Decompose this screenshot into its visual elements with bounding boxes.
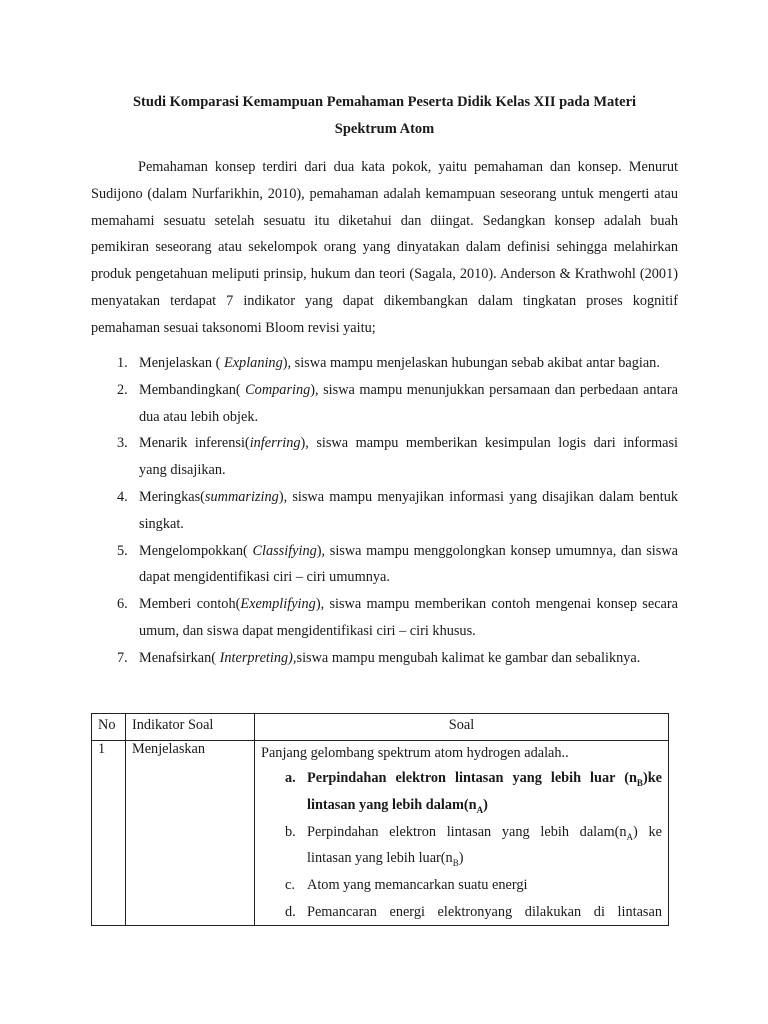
indicator-name: Menjelaskan ( xyxy=(139,355,224,371)
option-text: )ke lintasan yang lebih dalam(n xyxy=(307,770,662,813)
answer-options xyxy=(261,765,662,925)
indicator-term: Comparing xyxy=(245,381,311,398)
option-label: d. xyxy=(285,903,296,920)
indicator-item xyxy=(91,377,678,431)
item-number: 3. xyxy=(117,435,128,452)
indicator-term: Interpreting), xyxy=(219,649,297,666)
indicator-item xyxy=(91,430,678,484)
subscript: B xyxy=(636,777,643,788)
option-label: c. xyxy=(285,877,295,894)
indicator-name: Meringkas( xyxy=(139,488,205,505)
column-header-soal: Soal xyxy=(255,714,669,741)
indicator-description: ), siswa mampu menggolongkan konsep umumnya, dan siswa dapat mengidentifikasi ciri – ciri umumnya. xyxy=(139,542,678,586)
indicator-name: Memberi contoh( xyxy=(139,596,241,613)
column-header-indikator: Indikator Soal xyxy=(126,714,255,741)
indicator-name: Menafsirkan( xyxy=(139,649,220,666)
indicator-list xyxy=(91,350,678,672)
indicator-item xyxy=(91,350,678,377)
option-label: b. xyxy=(285,823,296,840)
indicator-term: Exemplifying xyxy=(240,596,316,613)
table-header-row xyxy=(92,714,669,741)
item-number: 1. xyxy=(117,355,128,371)
indicator-description: ), siswa mampu memberikan contoh mengenai konsep secara umum, dan siswa dapat mengidentifikasi ciri – ciri khusus. xyxy=(139,596,678,639)
option-text: ) xyxy=(483,796,488,813)
indicator-name: Menarik inferensi( xyxy=(139,435,250,452)
indicator-description: ), siswa mampu memberikan kesimpulan logis dari informasi yang disajikan. xyxy=(139,435,678,479)
option-text: Pemancaran energi elektronyang dilakukan di lintasan xyxy=(307,903,662,920)
item-number: 5. xyxy=(117,542,128,559)
row-number: 1 xyxy=(92,741,126,926)
item-number: 7. xyxy=(117,649,128,666)
row-soal xyxy=(255,741,669,926)
option-text: ) ke lintasan yang lebih luar(n xyxy=(307,823,662,867)
row-indikator: Menjelaskan xyxy=(126,741,255,926)
item-number: 6. xyxy=(117,596,128,613)
indicator-name: Membandingkan( xyxy=(139,381,246,398)
indicator-description: ), siswa mampu menunjukkan persamaan dan perbedaan antara dua atau lebih objek. xyxy=(139,381,678,425)
indicator-term: inferring xyxy=(249,435,301,452)
option-text: Atom yang memancarkan suatu energi xyxy=(307,877,528,894)
document-title-line-2: Spektrum Atom xyxy=(334,121,435,137)
indicator-item xyxy=(91,591,678,645)
option-a xyxy=(261,765,662,819)
option-b xyxy=(261,819,662,873)
option-d xyxy=(261,899,662,925)
indicator-description: ), siswa mampu menjelaskan hubungan sebab akibat antar bagian. xyxy=(282,355,660,371)
option-text: Perpindahan elektron lintasan yang lebih luar (n xyxy=(307,770,637,786)
item-number: 4. xyxy=(117,488,128,505)
table-row xyxy=(92,741,669,926)
item-number: 2. xyxy=(117,381,128,398)
indicator-name: Mengelompokkan( xyxy=(139,542,253,559)
option-text: Perpindahan elektron lintasan yang lebih dalam(n xyxy=(307,823,627,840)
indicator-description: siswa mampu mengubah kalimat ke gambar dan sebaliknya. xyxy=(296,649,641,666)
option-label: a. xyxy=(285,770,296,786)
question-table xyxy=(91,713,669,926)
indicator-term: summarizing xyxy=(204,488,279,505)
question-text: Panjang gelombang spektrum atom hydrogen adalah.. xyxy=(261,745,569,761)
indicator-item xyxy=(91,645,678,672)
subscript: B xyxy=(452,858,459,869)
column-header-no: No xyxy=(92,714,126,741)
subscript: A xyxy=(476,804,484,815)
indicator-item xyxy=(91,538,678,592)
option-c xyxy=(261,872,662,899)
intro-paragraph: Pemahaman konsep terdiri dari dua kata pokok, yaitu pemahaman dan konsep. Menurut Sudijono (dalam Nurfarikhin, 2010), pemahaman adalah kemampuan seseorang untuk mengerti atau memahami sesuatu setelah sesuatu itu diketahui dan diingat. Sedangkan konsep adalah buah pemikiran seseorang atau sekelompok orang yang dinyatakan dalam definisi sehingga melahirkan produk pengetahuan meliputi prinsip, hukum dan teori (Sagala, 2010). Anderson & Krathwohl (2001) menyatakan terdapat 7 indikator yang dapat dikembangkan dalam tingkatan proses kognitif pemahaman sesuai taksonomi Bloom revisi yaitu; xyxy=(91,159,678,336)
indicator-term: Explaning xyxy=(223,355,283,371)
option-text: ) xyxy=(458,850,464,867)
document-title-line-1: Studi Komparasi Kemampuan Pemahaman Peserta Didik Kelas XII pada Materi xyxy=(132,94,637,110)
indicator-description: ), siswa mampu menyajikan informasi yang disajikan dalam bentuk singkat. xyxy=(139,488,678,532)
indicator-term: Classifying xyxy=(252,542,317,559)
subscript: A xyxy=(626,831,634,842)
indicator-item xyxy=(91,484,678,538)
